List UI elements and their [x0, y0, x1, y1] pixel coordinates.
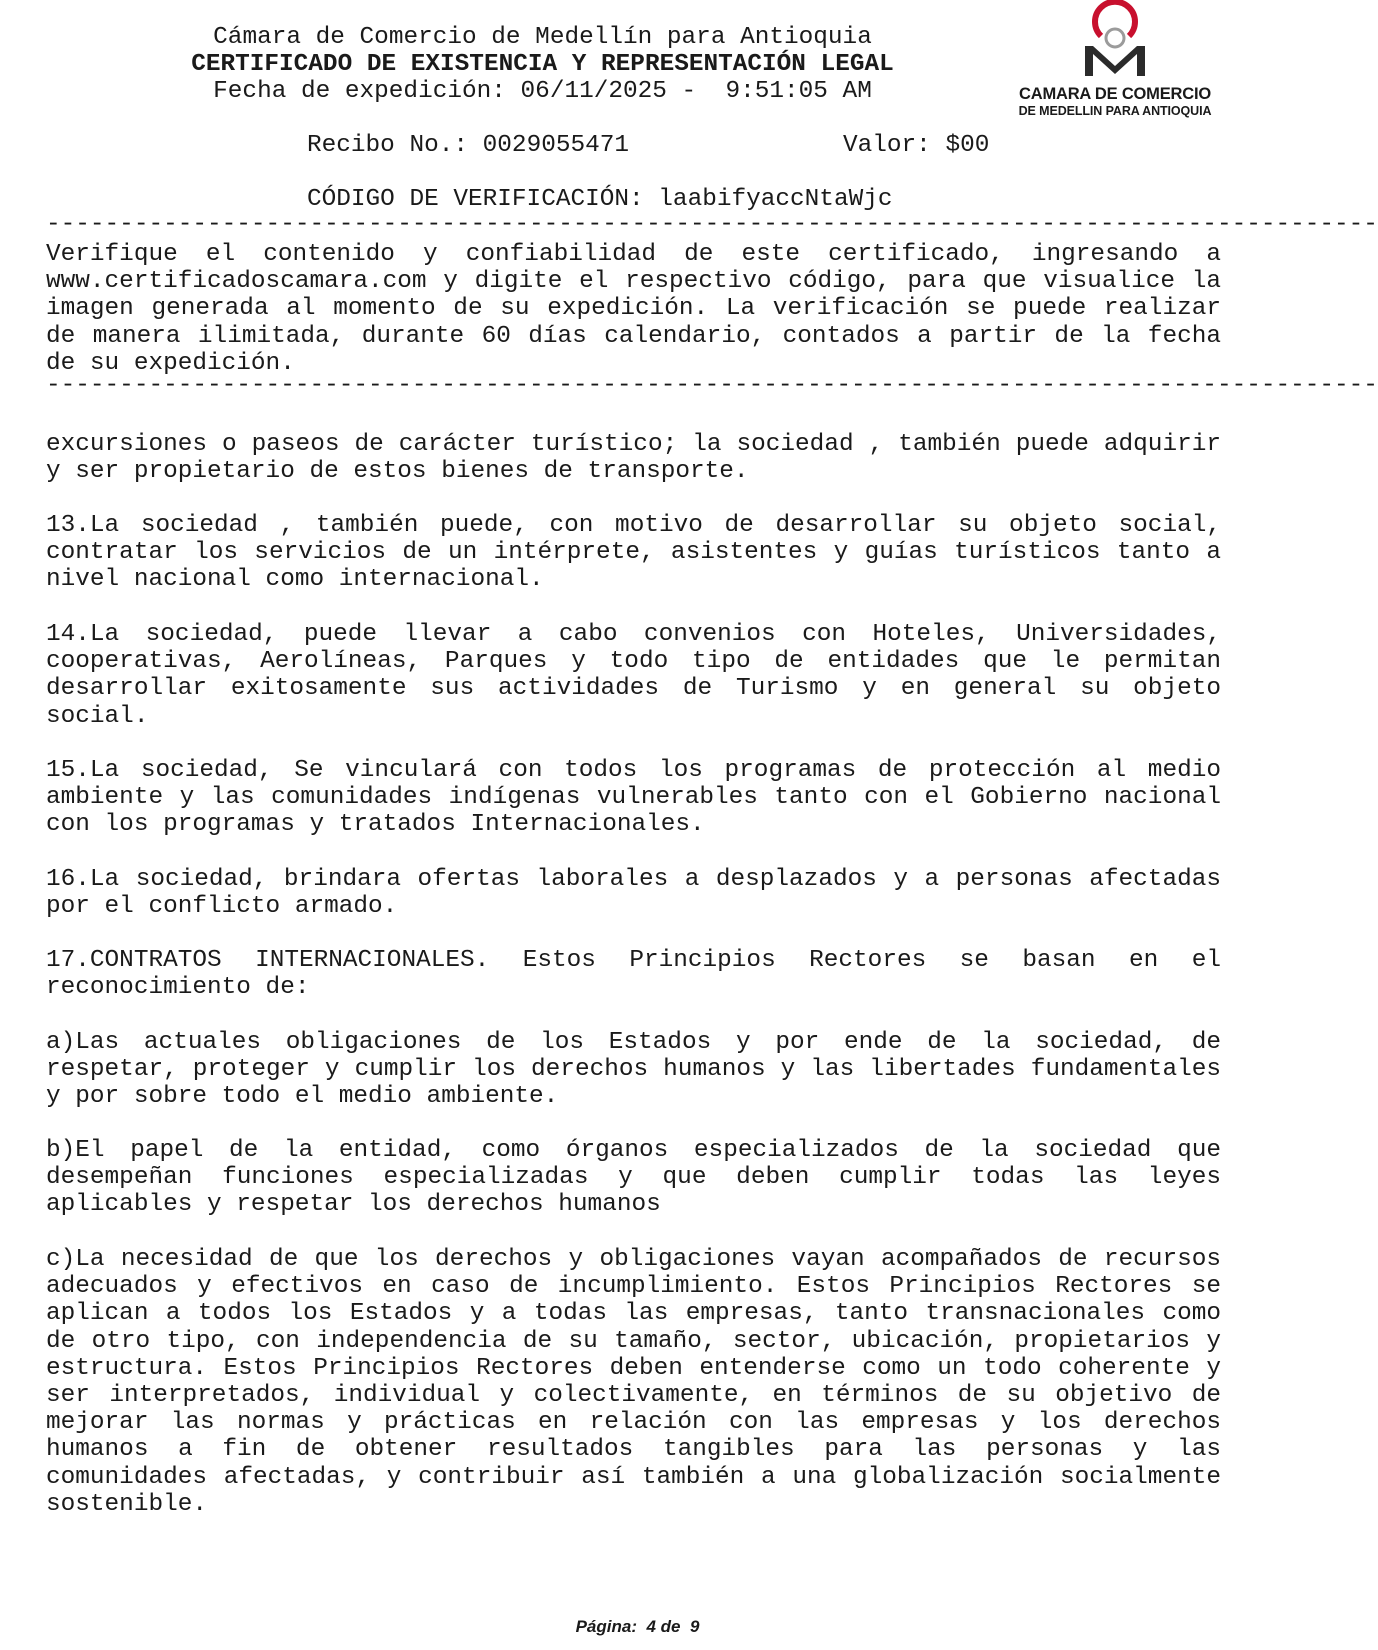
paragraph-c: c)La necesidad de que los derechos y obligaciones vayan acompañados de recursos adecuados y efectivos en caso de incumplimiento. Estos Principios Rectores se aplican a todos los Estados y a todas las empresas, tanto transnacionales como de otro tipo, con independencia de su tamaño, sector, ubicación, propietarios y estructura. Estos Principios Rectores deben entenderse como un todo coherente y ser interpretados, individual y colectivamente, en términos de su objetivo de mejorar las normas y prácticas en relación con las empresas y los derechos humanos a fin de obtener resultados tangibles para las personas y las comunidades afectadas, y contribuir así también a una globalización socialmente sostenible. [46, 1246, 1221, 1518]
receipt-number: 0029055471 [482, 132, 630, 159]
paragraph-14: 14.La sociedad, puede llevar a cabo convenios con Hoteles, Universidades, cooperativas, Aerolíneas, Parques y todo tipo de entidades que le permitan desarrollar exitosamente sus actividades de Turismo y en general su objeto social. [46, 621, 1221, 730]
paragraph-16: 16.La sociedad, brindara ofertas laborales a desplazados y a personas afectadas por el conflicto armado. [46, 866, 1221, 921]
value-line [843, 132, 989, 159]
page-current: 4 [646, 1617, 656, 1636]
logo-text-line2: DE MEDELLIN PARA ANTIOQUIA [1018, 104, 1212, 118]
certificate-title: CERTIFICADO DE EXISTENCIA Y REPRESENTACIÓN LEGAL [191, 51, 894, 78]
verification-code-label: CÓDIGO DE VERIFICACIÓN: [307, 186, 644, 213]
issue-date-line [0, 78, 1085, 105]
value-label: Valor: [843, 132, 931, 159]
paragraph-continuation: excursiones o paseos de carácter turístico; la sociedad , también puede adquirir y ser propietario de estos bienes de transporte. [46, 431, 1221, 486]
verification-code-line [307, 186, 893, 213]
verification-code: laabifyaccNtaWjc [658, 186, 893, 213]
paragraph-a: a)Las actuales obligaciones de los Estados y por ende de la sociedad, de respetar, proteger y cumplir los derechos humanos y las libertades fundamentales y por sobre todo el medio ambiente. [46, 1029, 1221, 1111]
value-amount: $00 [945, 132, 990, 159]
chamber-name: Cámara de Comercio de Medellín para Antioquia [213, 24, 872, 51]
paragraph-b: b)El papel de la entidad, como órganos especializados de la sociedad que desempeñan funciones especializadas y que deben cumplir todas las leyes aplicables y respetar los derechos humanos [46, 1137, 1221, 1219]
receipt-label: Recibo No.: [307, 132, 469, 159]
issue-date-value: 06/11/2025 - 9:51:05 AM [520, 78, 872, 105]
chamber-logo [1000, 24, 1230, 124]
page-number [0, 1617, 1275, 1637]
page-label: Página: [575, 1617, 637, 1636]
separator-bottom: ------------------------------------------------------------------------------------------- [46, 372, 1378, 399]
verification-notice: Verifique el contenido y confiabilidad de este certificado, ingresando a www.certificadoscamara.com y digite el respectivo código, para que visualice la imagen generada al momento de su expedición. La verificación se puede realizar de manera ilimitada, durante 60 días calendario, contados a partir de la fecha de su expedición. [46, 241, 1221, 377]
logo-text-line1: CAMARA DE COMERCIO [1019, 85, 1211, 103]
paragraph-13: 13.La sociedad , también puede, con motivo de desarrollar su objeto social, contratar los servicios de un intérprete, asistentes y guías turísticos tanto a nivel nacional como internacional. [46, 512, 1221, 594]
page-total: 9 [689, 1617, 700, 1636]
paragraph-15: 15.La sociedad, Se vinculará con todos los programas de protección al medio ambiente y las comunidades indígenas vulnerables tanto con el Gobierno nacional con los programas y tratados Internacionales. [46, 757, 1221, 839]
page-of: de [660, 1617, 681, 1636]
receipt-line [307, 132, 629, 159]
issue-date-label: Fecha de expedición: [213, 78, 506, 105]
paragraph-17: 17.CONTRATOS INTERNACIONALES. Estos Principios Rectores se basan en el reconocimiento de: [46, 947, 1221, 1002]
separator-top: ------------------------------------------------------------------------------------------- [46, 211, 1378, 238]
chamber-logo-icon [1000, 24, 1230, 86]
